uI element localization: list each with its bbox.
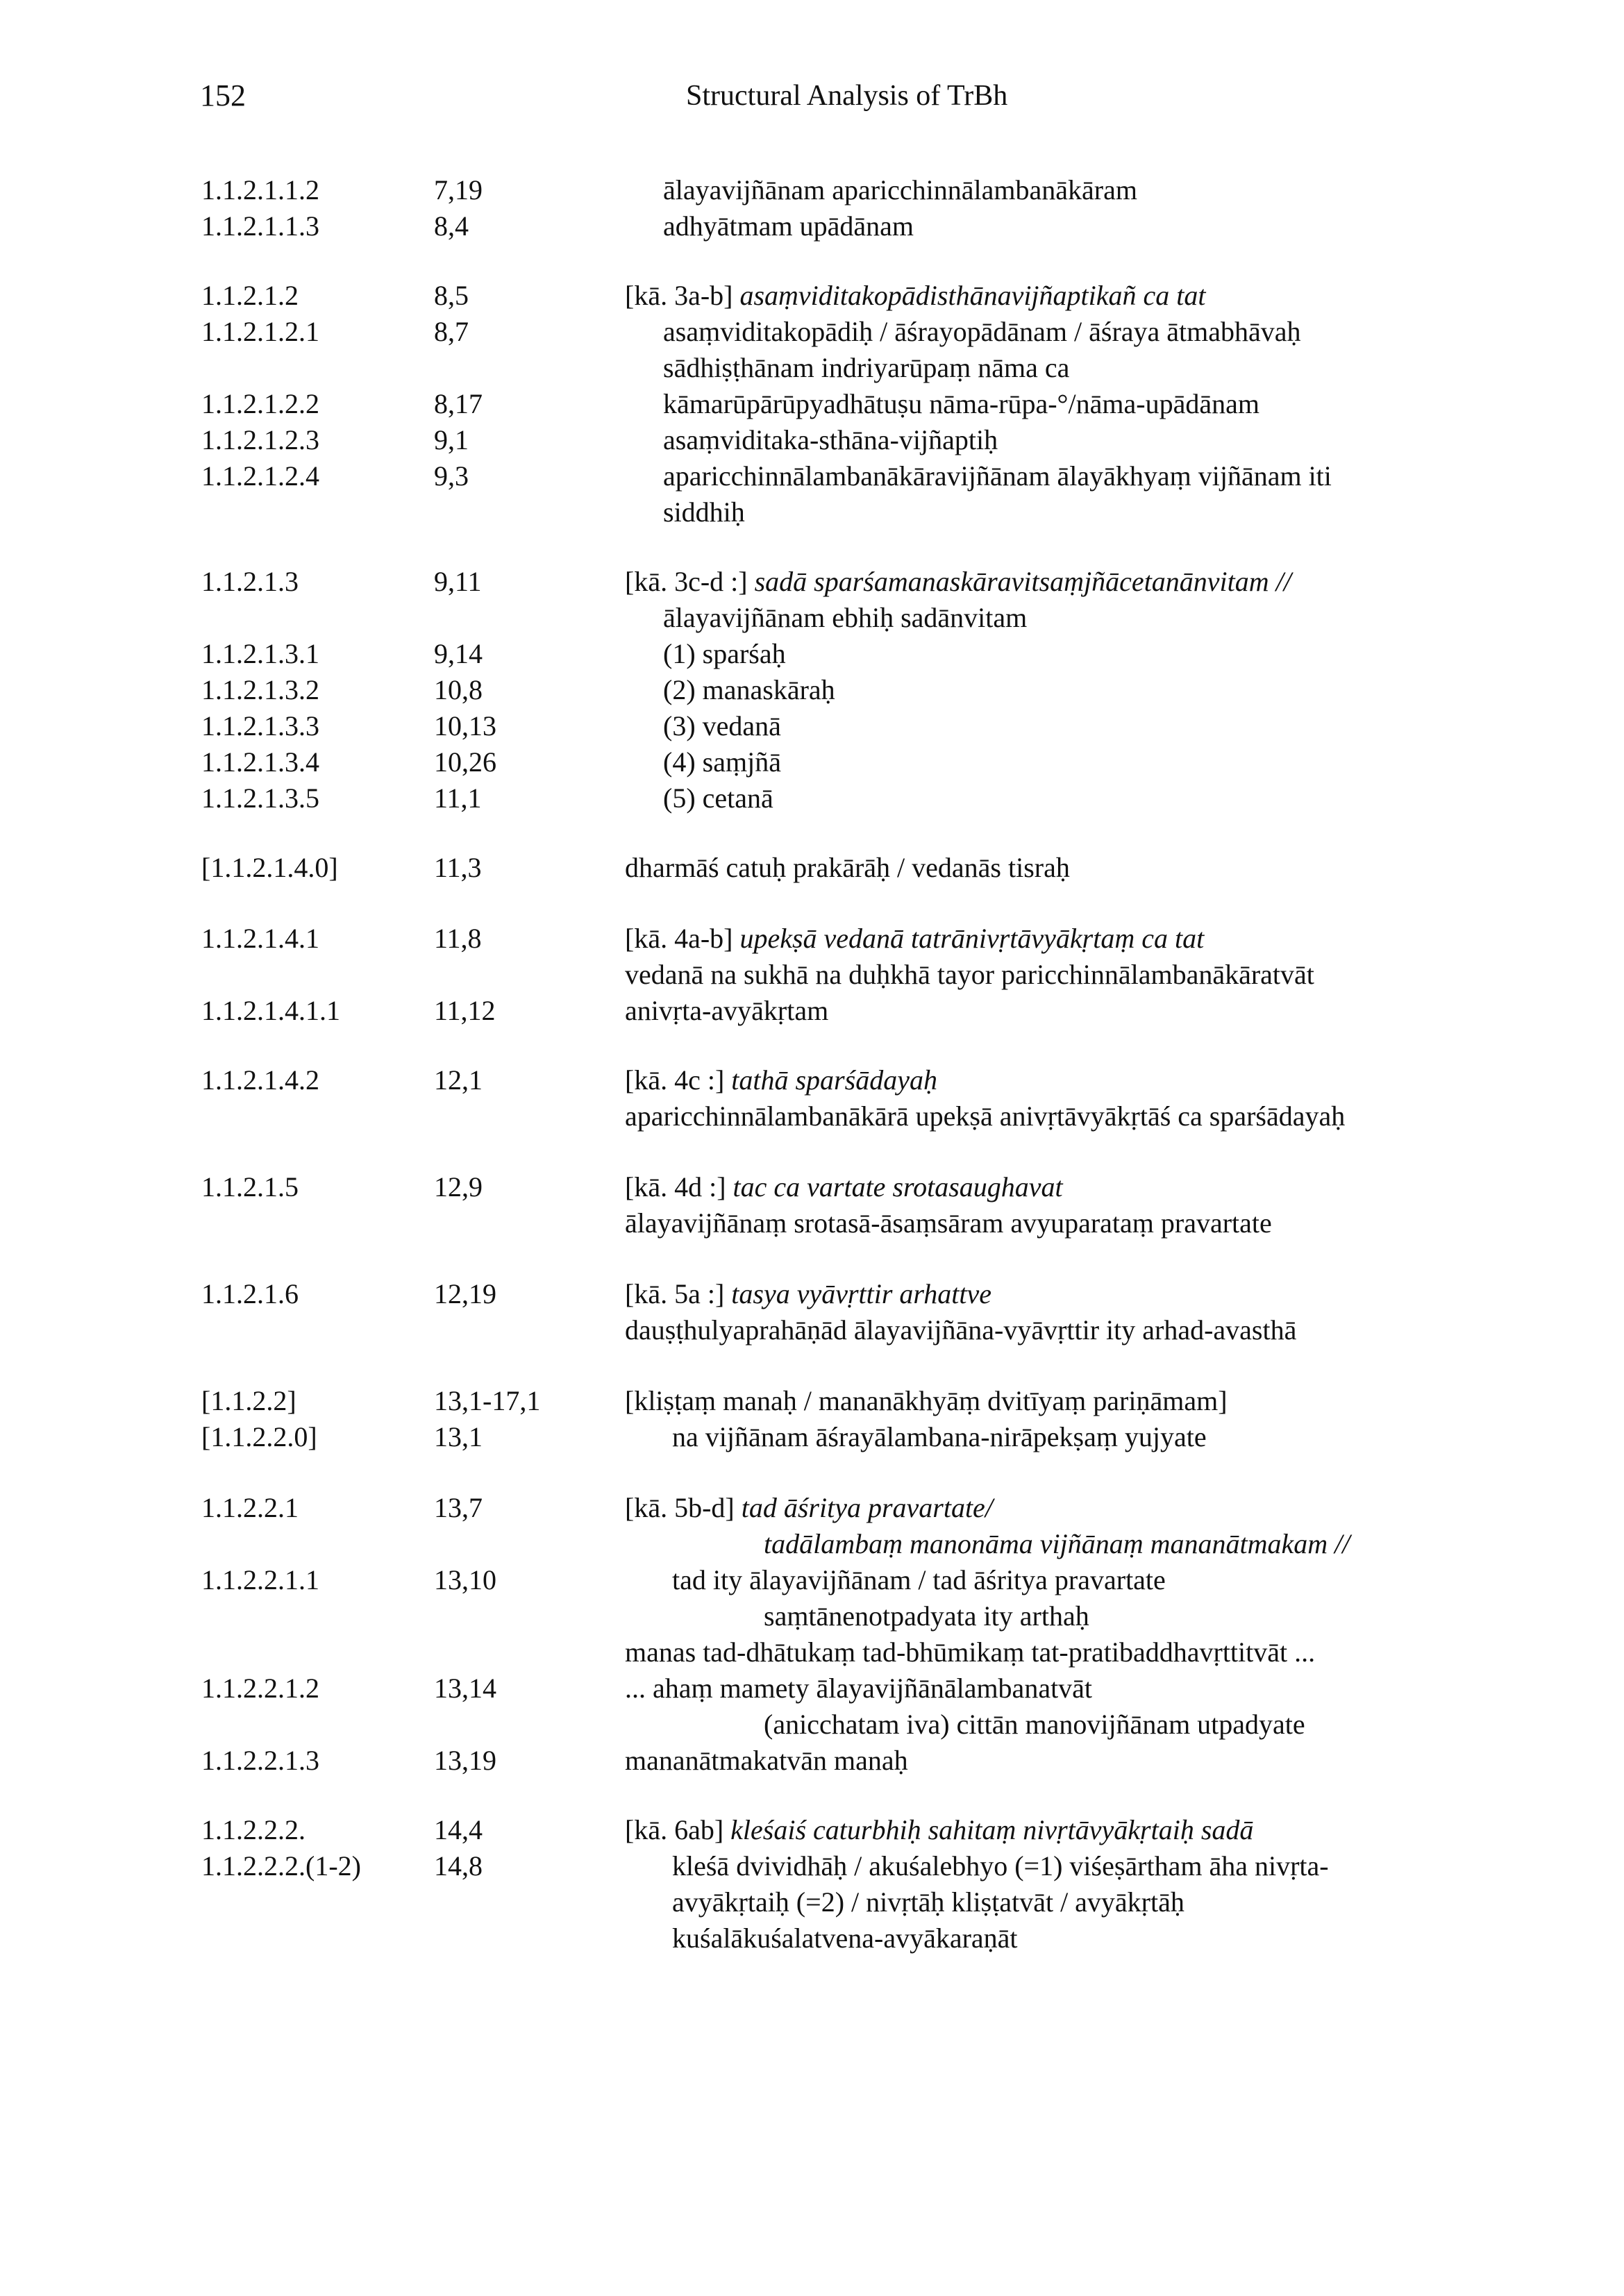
sanskrit-text: (4) saṃjñā [663,746,781,778]
karika-verse: tathā sparśādayaḥ [731,1064,937,1096]
section-ref: 1.1.2.1.4.2 [201,1064,319,1096]
sanskrit-text: ālayavijñānam aparicchinnālambanākāram [663,174,1137,206]
text-location: 10,13 [434,710,496,741]
text-location: 8,7 [434,316,469,347]
sanskrit-text: ... ahaṃ mamety ālayavijñānālambanatvāt [625,1673,1093,1704]
sanskrit-text: siddhiḥ [663,496,745,528]
sanskrit-text: tad ity ālayavijñānam / tad āśritya pravartate [672,1564,1166,1595]
sanskrit-text: (5) cetanā [663,782,773,814]
section-ref: 1.1.2.1.2.1 [201,316,319,347]
karika-ref: [kā. 3c-d :] [625,566,748,597]
section-ref: 1.1.2.1.5 [201,1171,299,1203]
section-ref: 1.1.2.1.2 [201,280,299,311]
text-location: 9,1 [434,424,469,455]
text-location: 10,26 [434,746,496,778]
section-ref: 1.1.2.1.3.5 [201,782,319,814]
sanskrit-text: ālayavijñānaṃ srotasā-āsaṃsāram avyuparataṃ pravartate [625,1207,1272,1239]
sanskrit-text: vedanā na sukhā na duḥkhā tayor paricchinnālambanākāratvāt [625,959,1314,990]
running-title: Structural Analysis of TrBh [686,80,1008,112]
sanskrit-text: na vijñānam āśrayālambana-nirāpekṣaṃ yujyate [672,1421,1207,1452]
section-ref: 1.1.2.1.4.1.1 [201,995,340,1026]
sanskrit-text: kuśalākuśalatvena-avyākaraṇāt [672,1922,1018,1954]
text-location: 13,1 [434,1421,483,1452]
sanskrit-text: (1) sparśaḥ [663,638,786,669]
section-ref: 1.1.2.1.3.1 [201,638,319,669]
section-ref: 1.1.2.1.1.3 [201,210,319,242]
section-ref: 1.1.2.1.1.2 [201,174,319,206]
sanskrit-text: kāmarūpārūpyadhātuṣu nāma-rūpa-°/nāma-upādānam [663,388,1259,419]
text-location: 11,8 [434,923,482,954]
section-ref: 1.1.2.1.3.2 [201,674,319,705]
section-ref: 1.1.2.1.2.3 [201,424,319,455]
section-ref: 1.1.2.1.3.3 [201,710,319,741]
section-ref: 1.1.2.1.2.2 [201,388,319,419]
section-ref: [1.1.2.1.4.0] [201,852,338,883]
sanskrit-text: (2) manaskāraḥ [663,674,835,705]
section-ref: 1.1.2.2.2. [201,1814,305,1845]
text-location: 11,12 [434,995,496,1026]
sanskrit-text: (anicchatam iva) cittān manovijñānam utpadyate [764,1709,1305,1740]
section-ref: 1.1.2.1.2.4 [201,460,319,492]
text-location: 7,19 [434,174,483,206]
text-location: 9,11 [434,566,482,597]
sanskrit-text: dharmāś catuḥ prakārāḥ / vedanās tisraḥ [625,852,1070,883]
karika-ref: [kā. 5b-d] [625,1492,735,1523]
text-location: 11,3 [434,852,482,883]
text-location: 13,1-17,1 [434,1385,541,1416]
text-location: 13,7 [434,1492,483,1523]
sanskrit-text: asaṃviditakopādiḥ / āśrayopādānam / āśraya ātmabhāvaḥ [663,316,1301,347]
sanskrit-text: (3) vedanā [663,710,781,741]
text-location: 8,5 [434,280,469,311]
karika-ref: [kā. 6ab] [625,1814,724,1845]
karika-ref: [kā. 3a-b] [625,280,733,311]
text-location: 12,19 [434,1278,496,1309]
karika-verse: tad āśritya pravartate/ [741,1492,993,1523]
sanskrit-text: saṃtānenotpadyata ity arthaḥ [764,1600,1089,1632]
section-ref: 1.1.2.1.3 [201,566,299,597]
text-location: 12,1 [434,1064,483,1096]
karika-verse: tac ca vartate srotasaughavat [733,1171,1063,1203]
karika-ref: [kā. 4c :] [625,1064,725,1096]
text-location: 12,9 [434,1171,483,1203]
text-location: 9,14 [434,638,483,669]
sanskrit-text: aparicchinnālambanākārā upekṣā anivṛtāvyākṛtāś ca sparśādayaḥ [625,1100,1346,1132]
karika-ref: [kā. 4a-b] [625,923,733,954]
text-location: 13,10 [434,1564,496,1595]
karika-verse: asaṃviditakopādisthānavijñaptikañ ca tat [739,280,1206,311]
karika-verse: sadā sparśamanaskāravitsaṃjñācetanānvitam // [754,566,1291,597]
text-location: 13,14 [434,1673,496,1704]
text-location: 14,4 [434,1814,483,1845]
karika-verse: tadālambaṃ manonāma vijñānaṃ mananātmakam // [764,1528,1350,1559]
section-ref: 1.1.2.2.1.2 [201,1673,319,1704]
sanskrit-text: [kliṣṭaṃ manaḥ / mananākhyāṃ dvitīyaṃ pariṇāmam] [625,1385,1228,1416]
section-ref: 1.1.2.1.3.4 [201,746,319,778]
karika-verse: kleśaiś caturbhiḥ sahitaṃ nivṛtāvyākṛtaiḥ sadā [730,1814,1254,1845]
section-ref: [1.1.2.2] [201,1385,296,1416]
text-location: 9,3 [434,460,469,492]
karika-verse: upekṣā vedanā tatrānivṛtāvyākṛtaṃ ca tat [739,923,1205,954]
sanskrit-text: asaṃviditaka-sthāna-vijñaptiḥ [663,424,998,455]
page-number: 152 [200,78,246,112]
section-ref: 1.1.2.2.1 [201,1492,299,1523]
sanskrit-text: anivṛta-avyākṛtam [625,995,829,1026]
sanskrit-text: manas tad-dhātukaṃ tad-bhūmikaṃ tat-pratibaddhavṛttitvāt ... [625,1636,1316,1668]
text-location: 8,4 [434,210,469,242]
sanskrit-text: kleśā dvividhāḥ / akuśalebhyo (=1) viśeṣārtham āha nivṛta- [672,1850,1329,1882]
section-ref: [1.1.2.2.0] [201,1421,317,1452]
sanskrit-text: aparicchinnālambanākāravijñānam ālayākhyaṃ vijñānam iti [663,460,1332,492]
sanskrit-text: ālayavijñānam ebhiḥ sadānvitam [663,602,1028,633]
section-ref: 1.1.2.1.4.1 [201,923,319,954]
text-location: 8,17 [434,388,483,419]
sanskrit-text: sādhiṣṭhānam indriyarūpaṃ nāma ca [663,352,1070,383]
section-ref: 1.1.2.2.1.1 [201,1564,319,1595]
text-location: 14,8 [434,1850,483,1882]
karika-ref: [kā. 5a :] [625,1278,725,1309]
section-ref: 1.1.2.2.1.3 [201,1745,319,1776]
karika-verse: tasya vyāvṛttir arhattve [731,1278,992,1309]
sanskrit-text: avyākṛtaiḥ (=2) / nivṛtāḥ kliṣṭatvāt / avyākṛtāḥ [672,1886,1184,1918]
sanskrit-text: mananātmakatvān manaḥ [625,1745,908,1776]
sanskrit-text: dauṣṭhulyaprahāṇād ālayavijñāna-vyāvṛttir ity arhad-avasthā [625,1314,1297,1346]
sanskrit-text: adhyātmam upādānam [663,210,914,242]
text-location: 10,8 [434,674,483,705]
text-location: 11,1 [434,782,482,814]
section-ref: 1.1.2.1.6 [201,1278,299,1309]
karika-ref: [kā. 4d :] [625,1171,726,1203]
text-location: 13,19 [434,1745,496,1776]
section-ref: 1.1.2.2.2.(1-2) [201,1850,361,1882]
